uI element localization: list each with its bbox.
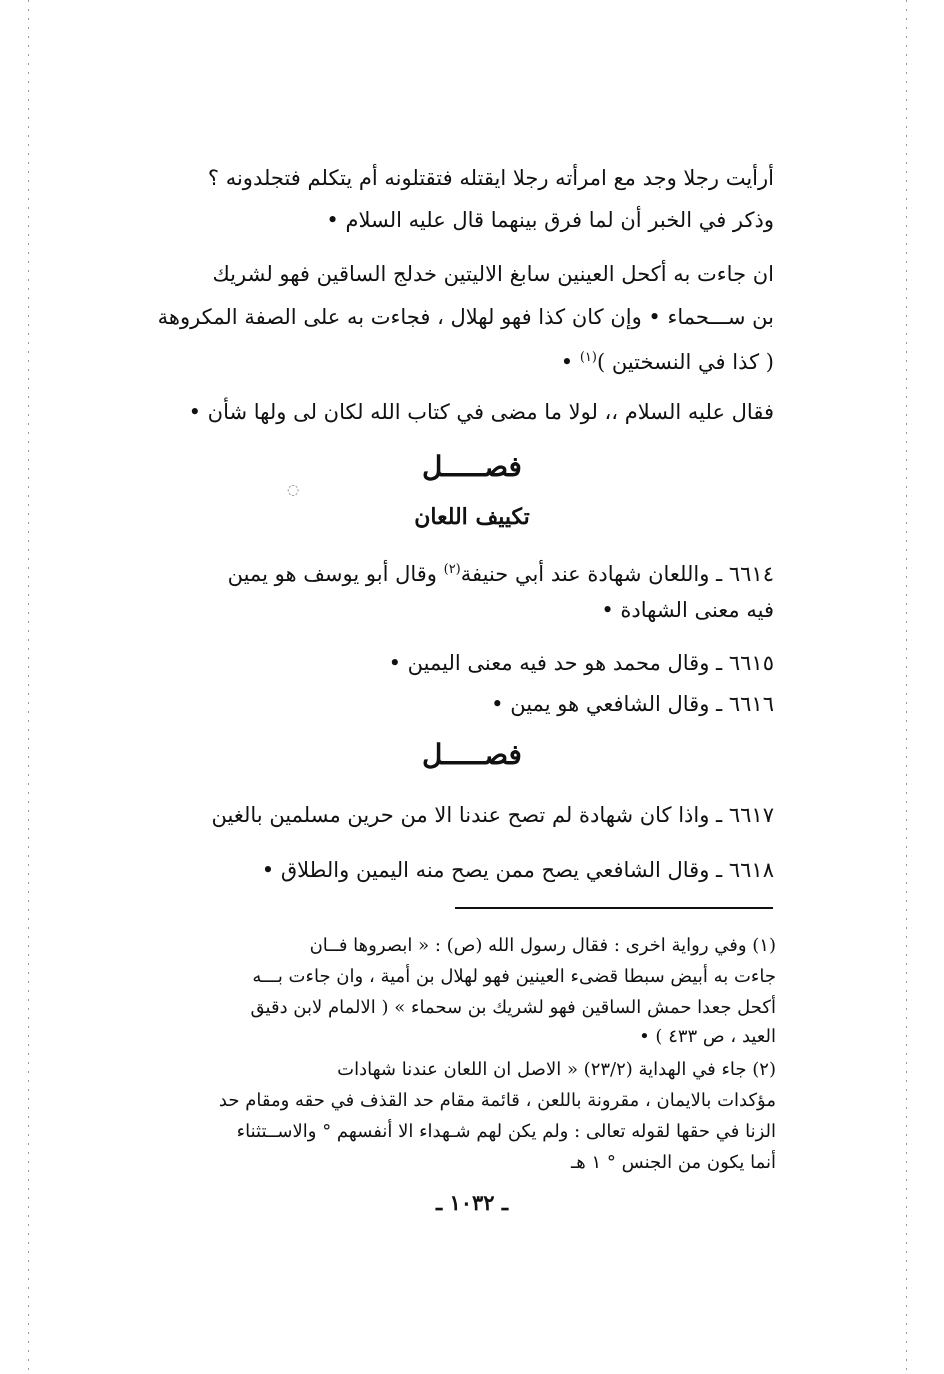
body-line-3: ان جاءت به أكحل العينين سابغ الاليتين خدلج الساقين فهو لشريك xyxy=(212,262,774,286)
body-line-6: فقال عليه السلام ،، لولا ما مضى في كتاب الله لكان لى ولها شأن • xyxy=(188,400,774,424)
paragraph-6617: ٦٦١٧ ـ واذا كان شهادة لم تصح عندنا الا من حرين مسلمين بالغين xyxy=(211,803,774,827)
paragraph-6614 xyxy=(130,555,774,589)
footnote-2-line-4: أنما يكون من الجنس ° ١ هـ xyxy=(571,1152,776,1173)
footnote-1-line-4: العيد ، ص ٤٣٣ ) • xyxy=(639,1026,776,1047)
body-line-5-text: ( كذا في النسختين ) xyxy=(596,350,774,374)
body-line-1: أرأيت رجلا وجد مع امرأته رجلا ايقتله فتقتلونه أم يتكلم فتجلدونه ؟ xyxy=(207,166,774,190)
paragraph-6618: ٦٦١٨ ـ وقال الشافعي يصح ممن يصح منه اليمين والطلاق • xyxy=(261,858,774,882)
page-number: ـ ١٠٣٢ ـ xyxy=(435,1190,509,1215)
scan-border-right xyxy=(906,0,907,1374)
footnote-separator xyxy=(455,907,773,909)
scan-speck: ◌ xyxy=(287,482,300,498)
footnote-2-line-1: (٢) جاء في الهداية (٢٣/٢) « الاصل ان اللعان عندنا شهادات xyxy=(337,1059,776,1080)
footnote-ref-1: (١) xyxy=(579,350,597,365)
body-line-5 xyxy=(130,343,774,377)
paragraph-6614-cont: فيه معنى الشهادة • xyxy=(601,598,774,622)
paragraph-6616: ٦٦١٦ ـ وقال الشافعي هو يمين • xyxy=(491,692,774,716)
footnote-2-line-2: مؤكدات بالايمان ، مقرونة باللعن ، قائمة مقام حد القذف في حقه ومقام حد xyxy=(218,1090,776,1111)
scan-border-left xyxy=(28,0,29,1374)
body-line-2: وذكر في الخبر أن لما فرق بينهما قال عليه السلام • xyxy=(326,208,774,232)
footnote-1-line-1: (١) وفي رواية اخرى : فقال رسول الله (ص) : « ابصروها فــان xyxy=(309,935,776,956)
footnote-2-line-3: الزنا في حقها لقوله تعالى : ولم يكن لهم شـهداء الا أنفسهم ° والاســتثناء xyxy=(236,1121,776,1142)
footnote-1-line-3: أكحل جعدا حمش الساقين فهو لشريك بن سحماء » ( الالمام لابن دقيق xyxy=(250,997,776,1018)
body-line-5-end: • xyxy=(560,350,580,374)
section-heading-1: فصـــــل xyxy=(422,450,522,483)
section-heading-2: فصـــــل xyxy=(422,738,522,771)
footnote-1-line-2: جاءت به أبيض سبطا قضىء العينين فهو لهلال بن أمية ، وان جاءت بـــه xyxy=(252,966,776,987)
paragraph-6614-b: وقال أبو يوسف هو يمين xyxy=(227,562,444,586)
section-subheading: تكييف اللعان xyxy=(414,504,530,530)
paragraph-6614-a: ٦٦١٤ ـ واللعان شهادة عند أبي حنيفة xyxy=(460,562,774,586)
body-line-4: بن ســـحماء • وإن كان كذا فهو لهلال ، فجاءت به على الصفة المكروهة xyxy=(157,305,774,329)
paragraph-6615: ٦٦١٥ ـ وقال محمد هو حد فيه معنى اليمين • xyxy=(388,651,774,675)
footnote-ref-2: (٢) xyxy=(443,562,461,577)
